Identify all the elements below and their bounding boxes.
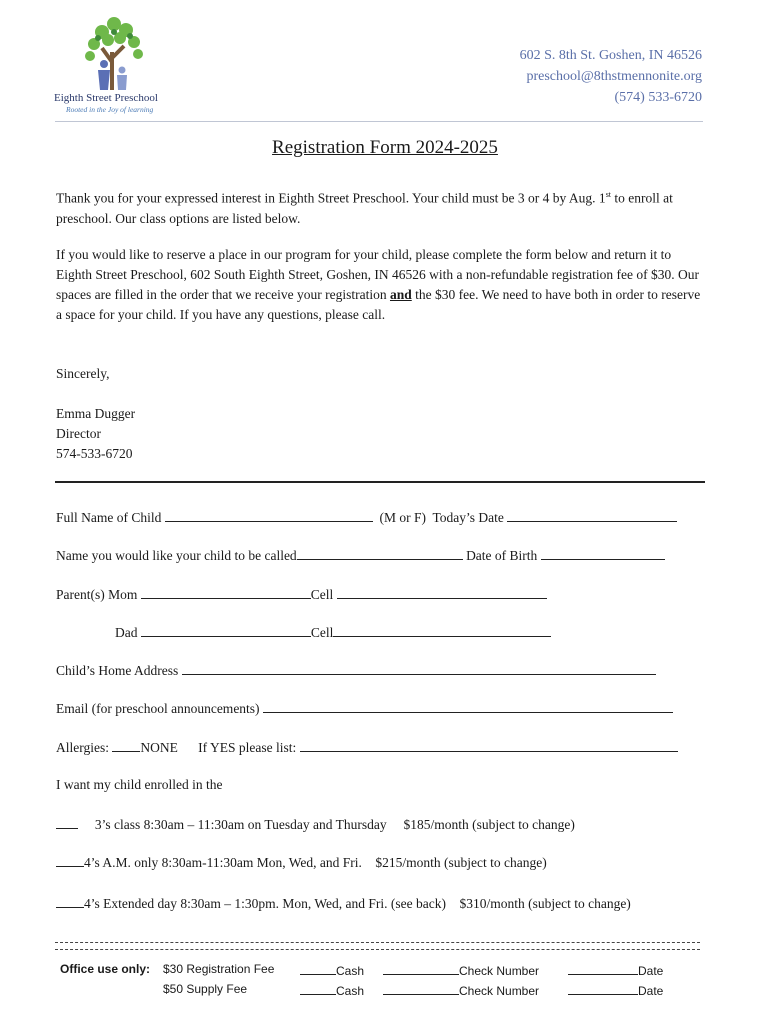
school-address: 602 S. 8th St. Goshen, IN 46526	[519, 48, 702, 63]
date-of-birth-field[interactable]	[541, 547, 665, 560]
allergies-row: Allergies: NONE If YES please list:	[56, 739, 678, 756]
supply-cash-row: Cash	[300, 982, 364, 998]
page-title: Registration Form 2024-2025	[272, 137, 498, 158]
mom-name-field[interactable]	[141, 586, 311, 599]
allergies-list-field[interactable]	[300, 739, 678, 752]
nickname-field[interactable]	[297, 547, 463, 560]
allergies-none-checkbox[interactable]	[112, 739, 140, 752]
form-divider	[55, 481, 705, 483]
option-4s-extended-checkbox[interactable]	[56, 895, 84, 908]
child-name-row: Full Name of Child (M or F) Today’s Date	[56, 509, 677, 526]
dad-name-field[interactable]	[141, 624, 311, 637]
school-name: Eighth Street Preschool	[54, 92, 158, 104]
child-name-field[interactable]	[165, 509, 373, 522]
supply-fee-label: $50 Supply Fee	[163, 982, 248, 996]
closing: Sincerely,	[56, 366, 110, 381]
option-4s-am-checkbox[interactable]	[56, 854, 84, 867]
enroll-label: I want my child enrolled in the	[56, 777, 223, 792]
school-email[interactable]: preschool@8thstmennonite.org	[526, 69, 702, 84]
office-use-label: Office use only:	[60, 962, 151, 976]
registration-date-row: Date	[568, 962, 663, 978]
registration-cash-field[interactable]	[300, 962, 336, 975]
home-address-field[interactable]	[182, 662, 656, 675]
signer-name: Emma Dugger	[56, 406, 136, 421]
registration-fee-label: $30 Registration Fee	[163, 962, 275, 976]
office-divider	[55, 942, 700, 950]
supply-date-field[interactable]	[568, 982, 638, 995]
header-divider	[55, 121, 703, 122]
mom-row: Parent(s) Mom Cell	[56, 586, 547, 603]
supply-check-row: Check Number	[383, 982, 539, 998]
email-field[interactable]	[263, 700, 673, 713]
address-row: Child’s Home Address	[56, 662, 656, 679]
registration-date-field[interactable]	[568, 962, 638, 975]
signer-phone: 574-533-6720	[56, 446, 133, 461]
todays-date-field[interactable]	[507, 509, 677, 522]
signer-title: Director	[56, 426, 101, 441]
dad-row: Dad Cell	[115, 624, 551, 641]
nickname-row: Name you would like your child to be called Date of Birth	[56, 547, 665, 564]
instructions-paragraph: If you would like to reserve a place in our program for your child, please complete the form below and return it to Eighth Street Preschool, 602 South Eighth Street, Goshen, IN 46526 with a non-refundable registration fee of $30. Our spaces are filled in the order that we receive your registration and the $30 fee. We need to have both in order to reserve a space for your child. If you have any questions, please call.	[56, 247, 701, 322]
mom-cell-field[interactable]	[337, 586, 547, 599]
registration-check-field[interactable]	[383, 962, 459, 975]
option-3s-checkbox[interactable]	[56, 816, 78, 829]
email-row: Email (for preschool announcements)	[56, 700, 673, 717]
registration-cash-row: Cash	[300, 962, 364, 978]
option-4s-am: 4’s A.M. only 8:30am-11:30am Mon, Wed, and Fri. $215/month (subject to change)	[56, 854, 547, 871]
dad-cell-field[interactable]	[333, 624, 551, 637]
school-tagline: Rooted in the Joy of learning	[66, 105, 154, 114]
supply-cash-field[interactable]	[300, 982, 336, 995]
intro-paragraph: Thank you for your expressed interest in Eighth Street Preschool. Your child must be 3 or 4 by Aug. 1st to enroll at preschool. Our class options are listed below.	[56, 190, 673, 226]
option-3s-class: 3’s class 8:30am – 11:30am on Tuesday and Thursday $185/month (subject to change)	[56, 816, 575, 833]
contact-block	[520, 45, 702, 108]
option-4s-extended: 4’s Extended day 8:30am – 1:30pm. Mon, Wed, and Fri. (see back) $310/month (subject to change)	[56, 895, 631, 912]
supply-check-field[interactable]	[383, 982, 459, 995]
supply-date-row: Date	[568, 982, 663, 998]
signature-block	[56, 404, 706, 464]
registration-check-row: Check Number	[383, 962, 539, 978]
school-phone: (574) 533-6720	[614, 90, 702, 105]
